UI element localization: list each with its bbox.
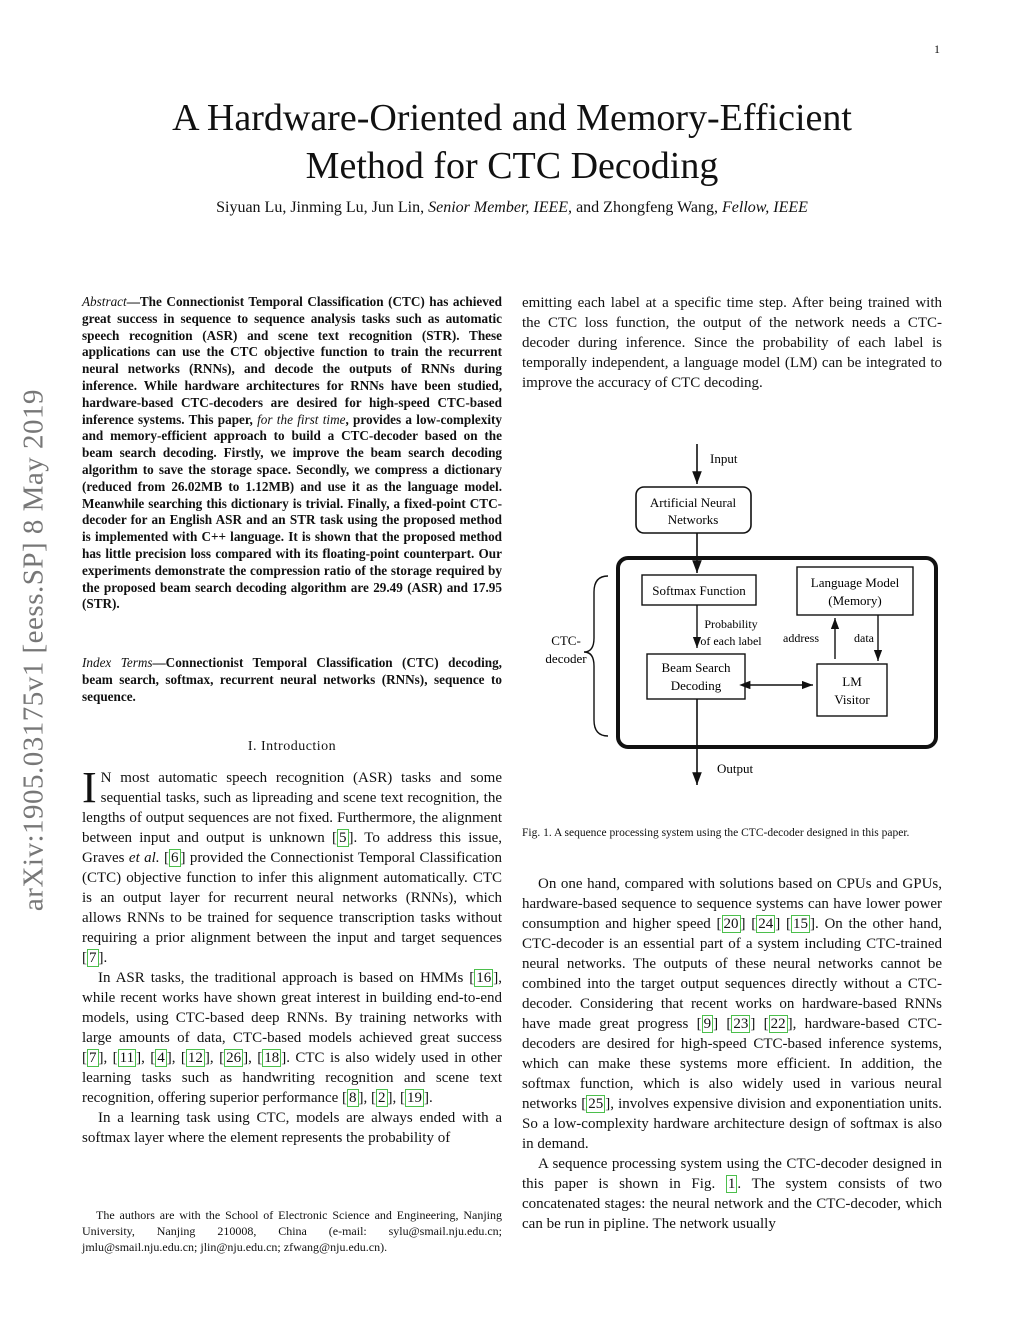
- citation-link[interactable]: 19: [407, 1090, 423, 1106]
- ann-label-2: Networks: [667, 512, 719, 527]
- figure-caption: Fig. 1. A sequence processing system using the CTC-decoder designed in this paper.: [522, 827, 910, 839]
- probability-label-2: of each label: [700, 634, 762, 648]
- softmax-label: Softmax Function: [652, 583, 746, 598]
- citation-link[interactable]: 7: [89, 1050, 97, 1066]
- page-number: 1: [934, 42, 940, 56]
- ctc-label-2: decoder: [545, 651, 587, 666]
- ctc-label-1: CTC-: [551, 633, 581, 648]
- lm-label-1: Language Model: [810, 575, 900, 590]
- intro-p1-b: . To address this issue, Graves: [82, 830, 502, 866]
- title-line-1: A Hardware-Oriented and Memory-Efficient: [172, 97, 852, 139]
- citation-link[interactable]: 16: [476, 970, 492, 986]
- author-footnote: [82, 1207, 502, 1255]
- intro-paragraph-3: In a learning task using CTC, models are always ended with a softmax layer where the element represents the probability of: [82, 1110, 502, 1146]
- citation-link[interactable]: 6: [171, 850, 179, 866]
- citation-link[interactable]: 26: [226, 1050, 242, 1066]
- citation-link[interactable]: 25: [588, 1096, 604, 1112]
- author-line: [60, 199, 964, 217]
- figure-1-diagram: [530, 440, 950, 790]
- lin-title: Senior Member, IEEE,: [428, 199, 573, 216]
- right-column-body: [522, 874, 942, 1234]
- probability-label-1: Probability: [704, 617, 758, 631]
- abstract: [82, 294, 502, 613]
- drop-cap: I: [82, 763, 97, 812]
- intro-p2-c: . CTC is also widely used in other learning tasks such as handwriting recognition and scene text recognition, offering superior performance: [82, 1050, 502, 1106]
- paper-title: [60, 94, 964, 190]
- intro-p1-c: provided the Connectionist Temporal Classification (CTC) objective function to infer this alignment automatically. CTC is an output layer for recurrent neural networks (RNNs), which allows RNNs to be trained for sequence transcription tasks without requiring a prior alignment between the input and target sequences: [82, 850, 503, 946]
- citation-link[interactable]: 5: [339, 830, 347, 846]
- arxiv-stamp: [14, 350, 54, 950]
- et-al: et al.: [128, 850, 160, 866]
- lm-label-2: (Memory): [828, 593, 882, 608]
- output-label: Output: [717, 761, 754, 776]
- right-p1-c: , hardware-based CTC-decoders are desired for high-speed CTC-based inference systems, which can make these systems more efficient. In addition, the softmax function, which is also widely used in various neural networks: [522, 1016, 942, 1112]
- intro-p2-b: , while recent works have shown great interest in building end-to-end models, using CTC-based deep RNNs. By training networks with large amounts of data, CTC-based models achieved great success: [82, 970, 502, 1046]
- right-p2-a: A sequence processing system using the CTC-decoder designed in this paper is shown in Fig.: [522, 1156, 942, 1192]
- citation-link[interactable]: 7: [89, 950, 97, 966]
- citation-link[interactable]: 18: [264, 1050, 280, 1066]
- abstract-emphasis: for the first time: [257, 411, 346, 427]
- figure-link[interactable]: 1: [727, 1176, 736, 1192]
- right-p1-b: On the other hand, CTC-decoder is an essential part of a system including CTC-trained neural networks. The outputs of these neural networks cannot be combined into the target output sequences directly without a CTC-decoder. Considering that recent works on hardware-based RNNs have made great progress: [522, 916, 942, 1032]
- address-label: address: [783, 631, 819, 645]
- lm-visitor-box: [817, 664, 887, 716]
- data-label: data: [854, 631, 874, 645]
- abstract-label: Abstract: [82, 294, 127, 309]
- abstract-text-1: —The Connectionist Temporal Classification (CTC) has achieved great success in sequence to sequence analysis tasks such as automatic speech recognition (ASR) and scene text recognition (STR). These applications can use the CTC objective function to train the recurrent neural networks (RNNs), and decode the outputs of RNNs during inference. While hardware architectures for RNNs have been studied, hardware-based CTC-decoders are desired for high-speed CTC-based inference systems. This paper,: [82, 294, 502, 427]
- author-names: Siyuan Lu, Jinming Lu, Jun Lin,: [216, 199, 425, 216]
- citation-link[interactable]: 24: [758, 916, 774, 932]
- abstract-text-2: , provides a low-complexity and memory-efficient approach to build a CTC-decoder based on the beam search decoding. Firstly, we improve the beam search decoding algorithm to save the storage space. Secondly, we compress a dictionary (reduced from 26.02MB to 1.12MB) and use it as the language model. Meanwhile searching this dictionary is trivial. Finally, a fixed-point CTC-decoder for an English ASR and an STR task using the proposed method is implemented with C++ language. It is shown that the proposed method has little precision loss compared with its floating-point counterpart. Our experiments demonstrate the compression ratio of the storage required by the proposed beam search decoding algorithm are 29.49 (ASR) and 17.95 (STR).: [82, 411, 503, 612]
- section-heading: I. Introduction: [247, 739, 337, 754]
- right-p2-b: . The system consists of two concatenated stages: the neural network and the CTC-decoder, which can be run in pipline. The network usually: [522, 1176, 942, 1232]
- wang-title: Fellow, IEEE: [722, 199, 808, 216]
- arxiv-stamp-text: arXiv:1905.03175v1 [eess.SP] 8 May 2019: [17, 388, 50, 912]
- citation-link[interactable]: 12: [187, 1050, 203, 1066]
- ctc-brace: [584, 576, 608, 736]
- citation-link[interactable]: 11: [119, 1050, 135, 1066]
- beam-label-2: Decoding: [670, 678, 722, 693]
- right-paragraph-0: emitting each label at a specific time step. After being trained with the CTC loss function, the output of the network needs a CTC-decoder during inference. Since the probability of each label is temporally independent, a language model (LM) can be integrated to improve the accuracy of CTC decoding.: [522, 295, 942, 391]
- ann-label-1: Artificial Neural: [649, 495, 737, 510]
- intro-paragraph-1: I N most automatic speech recognition (ASR) tasks and some sequential tasks, such as lipreading and scene text recognition, the lengths of output sequences are not fixed. Furthermore, the alignment between input and output is unknown [ 5 ]. To address this issue, Graves et al. [ 6 ] provided the Connectionist Temporal Classification (CTC) objective function to infer this alignment automatically. CTC is an output layer for recurrent neural networks (RNNs), which allows RNNs to be trained for sequence transcription tasks without requiring a prior alignment between the input and target sequences [ 7 ].: [82, 763, 503, 966]
- citation-link[interactable]: 2: [378, 1090, 386, 1106]
- title-line-2: Method for CTC Decoding: [305, 145, 719, 187]
- citation-link[interactable]: 4: [157, 1050, 165, 1066]
- index-terms: [82, 655, 502, 705]
- citation-link[interactable]: 22: [770, 1016, 786, 1032]
- index-terms-text: —Connectionist Temporal Classification (CTC) decoding, beam search, softmax, recurrent neural networks (RNNs), sequence to sequence.: [82, 655, 502, 704]
- citation-link[interactable]: 8: [349, 1090, 357, 1106]
- right-paragraph-1: On one hand, compared with solutions based on CPUs and GPUs, hardware-based sequence to sequence systems can have lower power consumption and higher speed [ 20 ] [ 24 ] [ 15 ]. On the other hand, CTC-decoder is an essential part of a system including CTC-trained neural networks. The outputs of these neural networks cannot be combined into the target output sequences directly without a CTC-decoder. Considering that recent works on hardware-based RNNs have made great progress [ 9 ] [ 23 ] [ 22 ], hardware-based CTC-decoders are desired for high-speed CTC-based inference systems, which can make these systems more efficient. In addition, the softmax function, which is also widely used in various neural networks [ 25 ], involves expensive division and exponentiation units. So a low-complexity hardware architecture design of softmax is also in demand.: [522, 876, 942, 1152]
- intro-p1-a: N most automatic speech recognition (ASR) tasks and some sequential tasks, such as lipreading and scene text recognition, the lengths of output sequences are not fixed. Furthermore, the alignment between input and output is unknown: [82, 770, 502, 846]
- citation-link[interactable]: 23: [733, 1016, 749, 1032]
- footnote-text: The authors are with the School of Electronic Science and Engineering, Nanjing University, Nanjing 210008, China (e-mail: sylu@smail.nju.edu.cn; jmlu@smail.nju.edu.cn; jlin@nju.edu.cn; zfwang@nju.edu.cn).: [82, 1208, 502, 1254]
- index-terms-label: Index Terms: [82, 655, 153, 670]
- visitor-label-2: Visitor: [834, 692, 870, 707]
- intro-p2-a: In ASR tasks, the traditional approach is based on HMMs: [98, 970, 470, 986]
- right-p1-d: , involves expensive division and exponentiation units. So a low-complexity hardware architecture design of softmax is also in demand.: [522, 1096, 942, 1152]
- intro-paragraph-2: In ASR tasks, the traditional approach is based on HMMs [ 16 ], while recent works have shown great interest in building end-to-end models, using CTC-based deep RNNs. By training networks with large amounts of data, CTC-based models achieved great success [ 7 ], [ 11 ], [ 4 ], [ 12 ], [ 26 ], [ 18 ]. CTC is also widely used in other learning tasks such as handwriting recognition and scene text recognition, offering superior performance [ 8 ], [ 2 ], [ 19 ].: [82, 970, 502, 1106]
- right-p1-a: On one hand, compared with solutions based on CPUs and GPUs, hardware-based sequence to sequence systems can have lower power consumption and higher speed: [522, 876, 942, 932]
- right-column-continuation: [522, 293, 942, 393]
- input-label: Input: [710, 451, 738, 466]
- introduction-text: [82, 763, 503, 1148]
- citation-link[interactable]: 20: [723, 916, 739, 932]
- wang-name: and Zhongfeng Wang,: [576, 199, 718, 216]
- beam-label-1: Beam Search: [661, 660, 731, 675]
- citation-link[interactable]: 15: [792, 916, 808, 932]
- right-paragraph-2: [522, 1154, 942, 1234]
- visitor-label-1: LM: [842, 674, 862, 689]
- citation-link[interactable]: 9: [703, 1016, 712, 1032]
